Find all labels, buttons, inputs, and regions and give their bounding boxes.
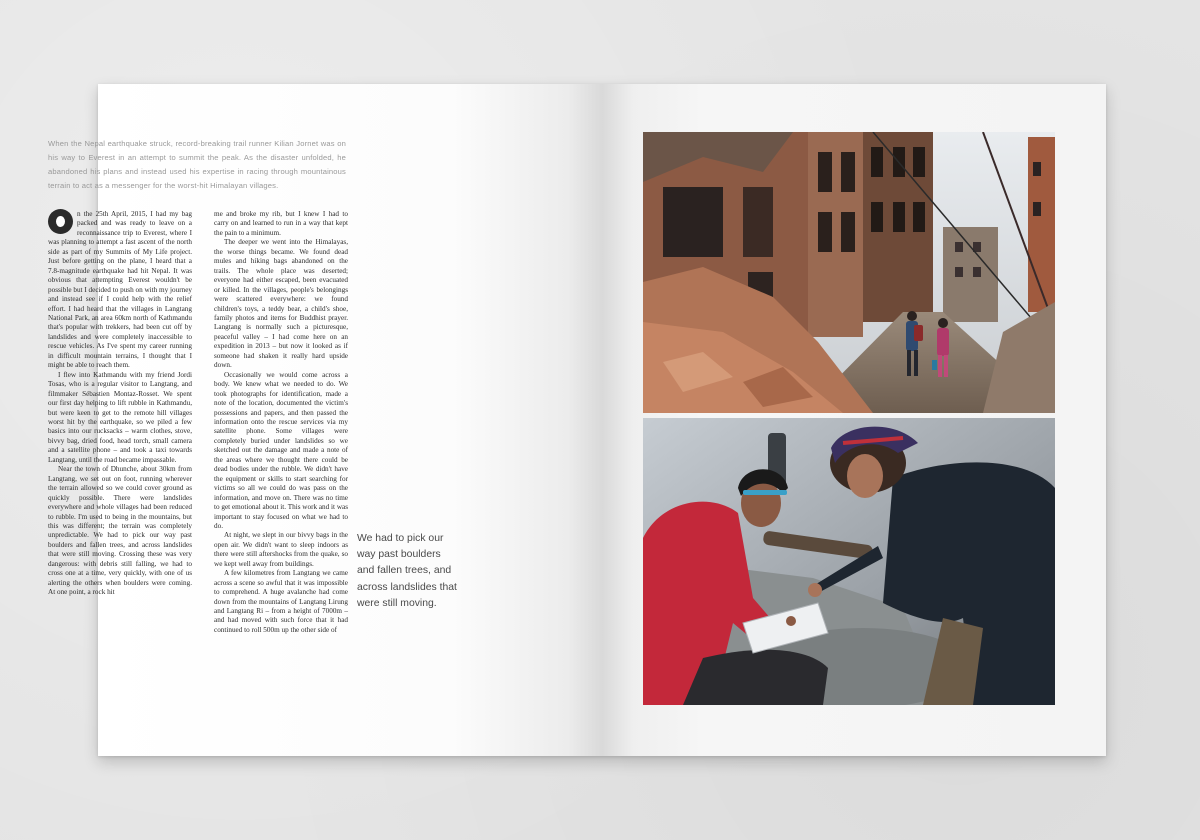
paragraph: Occasionally we would come across a body. We knew what we needed to do. We took photographs for identification, made a note of the location, documented the victim's possessions and papers, and then passed the information onto the rescue services via my satellite phone. Some villages were completely buried under landslides so we sketched out the damage and made a note of the areas where we thought there could be dead bodies under the rubble. We didn't have the equipment or skills to start searching for victims so all we could do was pass on the information, and move on. There was no time to get emotional about it. This work and it was important to stay focused on what we had to do. [214,370,349,530]
pull-quote: We had to pick our way past boulders and fallen trees, and across landslides that were still moving. [357,533,457,609]
paragraph: me and broke my rib, but I knew I had to carry on and learned to run in a way that kept the pain to a minimum. [214,210,348,237]
dropcap-o [48,209,73,234]
paragraph: The deeper we went into the Himalayas, the worse things became. We found dead mules and hiking bags abandoned on the trails. The whole place was deserted; everyone had either escaped, been evacuated or killed. In the villages, people's belongings were scattered everywhere: we found children's toys, a teddy bear, a child's shoe, family photos and items for Buddhist prayer. Langtang is normally such a picturesque, peaceful valley – I had come here on an expedition in 2013 – but now it looked as if someone had shaken it really hard upside down. [214,238,348,370]
earthquake-rubble-street-photo [643,132,1055,413]
paragraph: A few kilometres from Langtang we came across a scene so awful that it was impossible to comprehend. A huge avalanche had come down from the mountains of Langtang Lirung and Langtang Ri – from a height of 7000m – and had moved with such force that it had continued to roll 500m up the other side of [214,569,348,634]
body-column-1 [48,210,192,598]
paragraph: n the 25th April, 2015, I had my bag packed and was ready to leave on a reconnaissance trip to Everest, where I was planning to attempt a fast ascent of the north side as part of my Summits of My Life project. Just before getting on the plane, I heard that a 7.8-magnitude earthquake had hit Nepal. It was obvious that attempting Everest wouldn't be possible but I decided to push on with my journey and instead see if I could help with the relief effort. I had heard that the villages in Langtang National Park, an area 60km north of Kathmandu that's popular with trekkers, had been cut off by landslides and were completely inaccessible to rescue vehicles. As I've spent my career running in difficult mountain terrains, I thought that I might be able to reach them. [48,210,192,370]
body-column-2 [214,210,348,635]
paragraph: At night, we slept in our bivvy bags in the open air. We didn't want to sleep indoors as there were still aftershocks from the quake, so we kept well away from buildings. [214,531,348,568]
intro-standfirst: When the Nepal earthquake struck, record-breaking trail runner Kilian Jornet was on his way to Everest in an attempt to summit the peak. As the disaster unfolded, he abandoned his plans and instead used his expertise in racing through mountainous terrain to act as a messenger for the worst-hit Himalayan villages. [48,139,346,190]
two-men-studying-map-photo [643,418,1055,705]
paragraph: Near the town of Dhunche, about 30km from Langtang, we set out on foot, running wherever the terrain allowed so we could cover ground as quickly possible. There were landslides everywhere and whole villages had been reduced to rubble. I'm used to being in the mountains, but this was different; the terrain was completely unpredictable. We had to pick our way past boulders and fallen trees, and across landslides that were still moving. Crossing these was very dangerous: with debris still falling, we had to cross one at a time, very quickly, with one of us alerting the others when boulders were coming. At one point, a rock hit [48,465,192,597]
paragraph: I flew into Kathmandu with my friend Jordi Tosas, who is a regular visitor to Langtang, and filmmaker Sébastien Montaz-Rosset. We spent our first day helping to lift rubble in Kathmandu, but were keen to get to the remote hill villages worst hit by the earthquake, so we piled a few basics into our rucksacks – warm clothes, stove, bivvy bag, dried food, head torch, small camera and a satellite phone – and took a taxi towards Langtang, until the road became impassable. [48,370,192,464]
